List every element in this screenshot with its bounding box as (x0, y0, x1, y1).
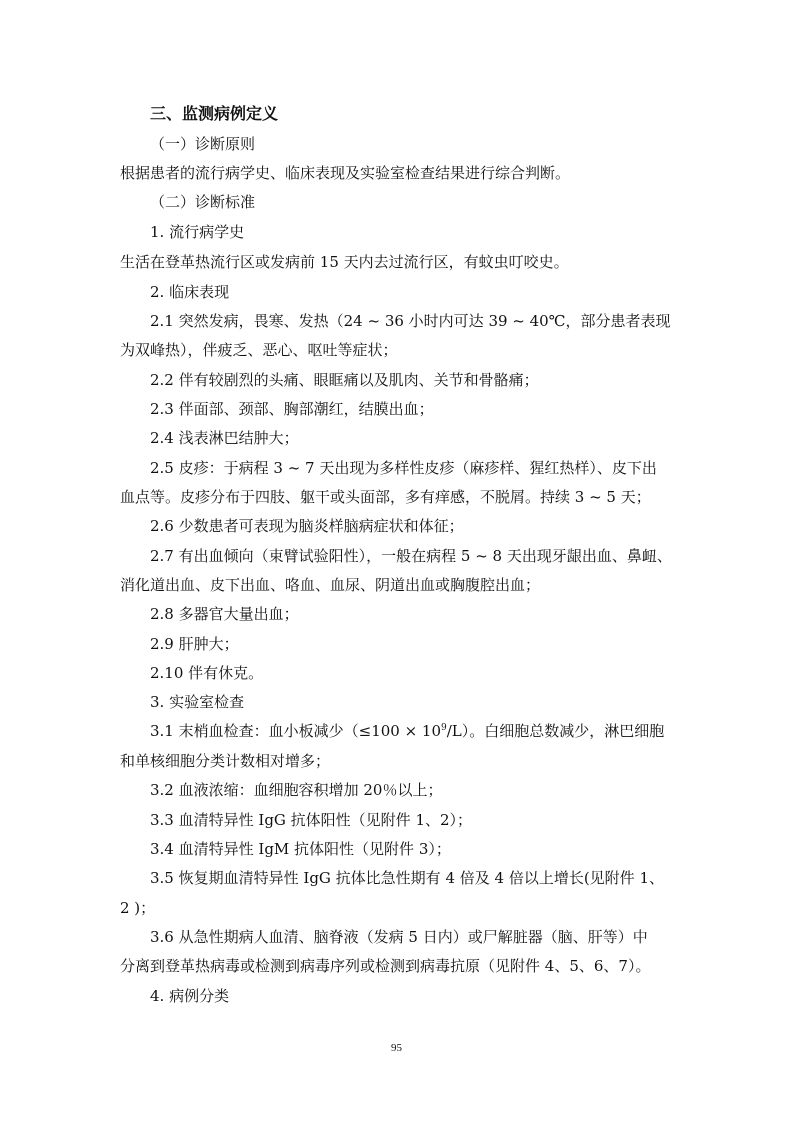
paragraph-line: 3.4 血清特异性 IgM 抗体阳性（见附件 3）； (150, 840, 451, 858)
paragraph-line: 2.10 伴有休克。 (150, 664, 264, 682)
paragraph-line: 2.9 肝肿大； (150, 635, 239, 653)
paragraph-line: 3.3 血清特异性 IgG 抗体阳性（见附件 1、2）； (150, 811, 473, 829)
paragraph-line: 和单核细胞分类计数相对增多； (120, 752, 331, 770)
paragraph-line: 为双峰热），伴疲乏、恶心、呕吐等症状； (120, 341, 398, 359)
paragraph-line: 生活在登革热流行区或发病前 15 天内去过流行区，有蚊虫叮咬史。 (120, 253, 569, 271)
section-heading: 三、监测病例定义 (150, 104, 279, 123)
paragraph-line: 2.2 伴有较剧烈的头痛、眼眶痛以及肌肉、关节和骨骼痛； (150, 371, 539, 389)
paragraph-line: 2.1 突然发病，畏寒、发热（24 ~ 36 小时内可达 39 ~ 40℃，部分患者表现 (150, 312, 671, 330)
page-number: 95 (391, 1042, 402, 1054)
text-fragment: /L）。白细胞总数减少，淋巴细胞 (446, 722, 665, 740)
paragraph-line: 消化道出血、皮下出血、咯血、血尿、阴道出血或胸腹腔出血； (120, 576, 541, 594)
paragraph-line: 3.5 恢复期血清特异性 IgG 抗体比急性期有 4 倍及 4 倍以上增长(见附件 1、 (150, 869, 664, 887)
paragraph-line: 根据患者的流行病学史、临床表现及实验室检查结果进行综合判断。 (120, 164, 571, 182)
subheading-diagnosis-principle: （一）诊断原则 (150, 135, 256, 153)
paragraph-line (150, 721, 664, 741)
text-fragment: 3.1 末梢血检查：血小板减少（≤100 × 10 (150, 722, 442, 740)
paragraph-line: 2.7 有出血倾向（束臂试验阳性），一般在病程 5 ~ 8 天出现牙龈出血、鼻衄、 (150, 547, 672, 565)
item-epidemiology: 1. 流行病学史 (150, 223, 245, 241)
superscript: 9 (441, 723, 447, 733)
paragraph-line: 3.6 从急性期病人血清、脑脊液（发病 5 日内）或尸解脏器（脑、肝等）中 (150, 928, 648, 946)
item-laboratory: 3. 实验室检查 (150, 693, 245, 711)
paragraph-line: 2.8 多器官大量出血； (150, 605, 299, 623)
paragraph-line: 2.5 皮疹：于病程 3 ~ 7 天出现为多样性皮疹（麻疹样、猩红热样）、皮下出 (150, 459, 657, 477)
paragraph-line: 2 )； (120, 899, 156, 917)
item-case-classification: 4. 病例分类 (150, 987, 230, 1005)
subheading-diagnosis-criteria: （二）诊断标准 (150, 193, 256, 211)
paragraph-line: 2.3 伴面部、颈部、胸部潮红，结膜出血； (150, 400, 434, 418)
paragraph-line: 分离到登革热病毒或检测到病毒序列或检测到病毒抗原（见附件 4、5、6、7）。 (120, 957, 651, 975)
paragraph-line: 2.4 浅表淋巴结肿大； (150, 429, 299, 447)
item-clinical: 2. 临床表现 (150, 283, 230, 301)
paragraph-line: 2.6 少数患者可表现为脑炎样脑病症状和体征； (150, 517, 464, 535)
paragraph-line: 血点等。皮疹分布于四肢、躯干或头面部，多有痒感，不脱屑。持续 3 ~ 5 天； (120, 488, 651, 506)
paragraph-line: 3.2 血液浓缩：血细胞容积增加 20％以上； (150, 781, 443, 799)
